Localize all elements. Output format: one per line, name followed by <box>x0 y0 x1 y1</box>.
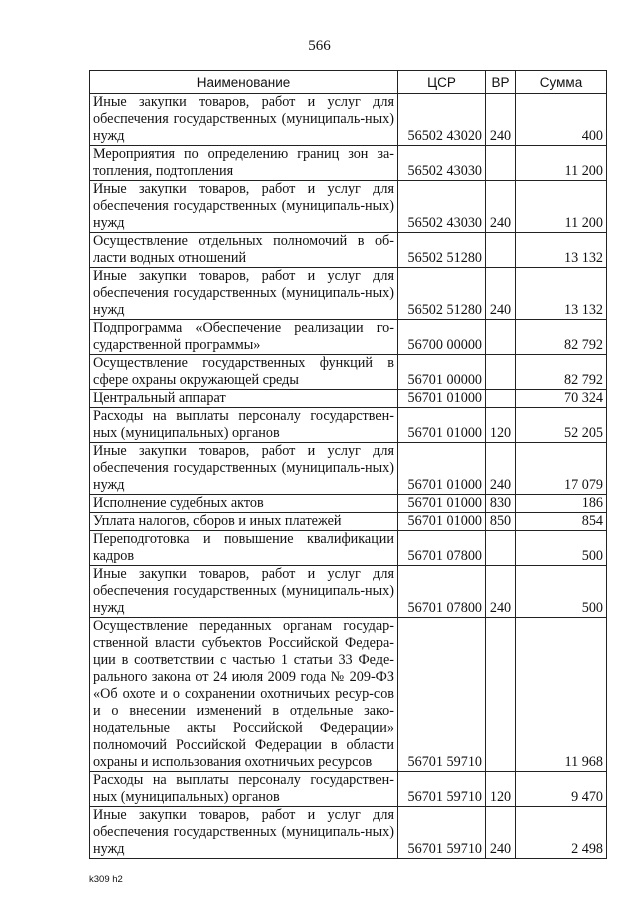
row-sum: 17 079 <box>516 443 607 495</box>
row-csr: 56701 01000 <box>398 513 486 531</box>
table-row <box>90 513 607 531</box>
row-vr: 240 <box>486 268 516 320</box>
row-sum: 13 132 <box>516 268 607 320</box>
table-row <box>90 807 607 859</box>
row-sum: 82 792 <box>516 320 607 355</box>
header-name: Наименование <box>90 71 398 94</box>
row-sum: 500 <box>516 531 607 566</box>
row-name: Уплата налогов, сборов и иных платежей <box>90 513 398 531</box>
row-name: Расходы на выплаты персоналу государствен-ных (муниципальных) органов <box>90 772 398 807</box>
table-row <box>90 443 607 495</box>
table-row <box>90 94 607 146</box>
row-csr: 56701 01000 <box>398 443 486 495</box>
table-row <box>90 355 607 390</box>
row-csr: 56701 59710 <box>398 618 486 772</box>
row-sum: 11 200 <box>516 181 607 233</box>
table-row <box>90 390 607 408</box>
row-vr: 850 <box>486 513 516 531</box>
table-row <box>90 495 607 513</box>
row-csr: 56502 51280 <box>398 268 486 320</box>
row-vr: 830 <box>486 495 516 513</box>
row-vr: 240 <box>486 443 516 495</box>
page-number: 566 <box>308 38 331 54</box>
row-csr: 56502 43030 <box>398 181 486 233</box>
table-row <box>90 618 607 772</box>
row-sum: 854 <box>516 513 607 531</box>
row-vr <box>486 390 516 408</box>
row-sum: 2 498 <box>516 807 607 859</box>
row-csr: 56700 00000 <box>398 320 486 355</box>
table-row <box>90 233 607 268</box>
footer-code: k309 h2 <box>89 874 123 885</box>
row-name: Исполнение судебных актов <box>90 495 398 513</box>
table-row <box>90 566 607 618</box>
row-sum: 9 470 <box>516 772 607 807</box>
row-name: Осуществление государственных функций в сфере охраны окружающей среды <box>90 355 398 390</box>
row-csr: 56701 59710 <box>398 772 486 807</box>
row-csr: 56502 43030 <box>398 146 486 181</box>
row-sum: 186 <box>516 495 607 513</box>
row-name: Переподготовка и повышение квалификации кадров <box>90 531 398 566</box>
row-csr: 56701 07800 <box>398 566 486 618</box>
row-vr <box>486 320 516 355</box>
row-vr: 240 <box>486 807 516 859</box>
row-vr <box>486 355 516 390</box>
row-sum: 500 <box>516 566 607 618</box>
row-sum: 13 132 <box>516 233 607 268</box>
row-csr: 56502 51280 <box>398 233 486 268</box>
budget-table <box>89 70 607 859</box>
header-vr: ВР <box>486 71 516 94</box>
row-sum: 400 <box>516 94 607 146</box>
row-sum: 11 200 <box>516 146 607 181</box>
row-sum: 82 792 <box>516 355 607 390</box>
row-csr: 56701 00000 <box>398 355 486 390</box>
row-vr: 120 <box>486 772 516 807</box>
table-row <box>90 268 607 320</box>
row-name: Иные закупки товаров, работ и услуг для обеспечения государственных (муниципаль-ных) нужд <box>90 566 398 618</box>
row-csr: 56701 01000 <box>398 390 486 408</box>
row-name: Подпрограмма «Обеспечение реализации го-сударственной программы» <box>90 320 398 355</box>
row-sum: 52 205 <box>516 408 607 443</box>
row-name: Мероприятия по определению границ зон за-топления, подтопления <box>90 146 398 181</box>
row-vr <box>486 618 516 772</box>
row-vr <box>486 531 516 566</box>
table-row <box>90 320 607 355</box>
row-csr: 56701 59710 <box>398 807 486 859</box>
row-csr: 56502 43020 <box>398 94 486 146</box>
row-name: Иные закупки товаров, работ и услуг для обеспечения государственных (муниципаль-ных) нужд <box>90 181 398 233</box>
row-csr: 56701 01000 <box>398 495 486 513</box>
row-name: Центральный аппарат <box>90 390 398 408</box>
row-sum: 11 968 <box>516 618 607 772</box>
row-sum: 70 324 <box>516 390 607 408</box>
row-name: Расходы на выплаты персоналу государствен-ных (муниципальных) органов <box>90 408 398 443</box>
table-row <box>90 772 607 807</box>
row-csr: 56701 01000 <box>398 408 486 443</box>
row-name: Иные закупки товаров, работ и услуг для обеспечения государственных (муниципаль-ных) нужд <box>90 443 398 495</box>
row-name: Иные закупки товаров, работ и услуг для обеспечения государственных (муниципаль-ных) нужд <box>90 268 398 320</box>
row-name: Осуществление переданных органам государ-ственной власти субъектов Российской Федера-ции в соответствии с частью 1 статьи 33 Феде-рального закона от 24 июля 2009 года № 209-ФЗ «Об охоте и о сохранении охотничьих ресур-сов и о внесении изменений в отдельные зако-нодательные акты Российской Федерации» полномочий Российской Федерации в области охраны и использования охотничьих ресурсов <box>90 618 398 772</box>
row-vr <box>486 233 516 268</box>
row-name: Осуществление отдельных полномочий в об-ласти водных отношений <box>90 233 398 268</box>
row-vr: 240 <box>486 566 516 618</box>
row-name: Иные закупки товаров, работ и услуг для обеспечения государственных (муниципаль-ных) нужд <box>90 94 398 146</box>
row-vr: 240 <box>486 181 516 233</box>
header-csr: ЦСР <box>398 71 486 94</box>
table-row <box>90 531 607 566</box>
header-sum: Сумма <box>516 71 607 94</box>
table-row <box>90 408 607 443</box>
table-header-row <box>90 71 607 94</box>
row-vr: 120 <box>486 408 516 443</box>
row-vr <box>486 146 516 181</box>
table-row <box>90 181 607 233</box>
row-csr: 56701 07800 <box>398 531 486 566</box>
table-row <box>90 146 607 181</box>
row-vr: 240 <box>486 94 516 146</box>
row-name: Иные закупки товаров, работ и услуг для обеспечения государственных (муниципаль-ных) нужд <box>90 807 398 859</box>
